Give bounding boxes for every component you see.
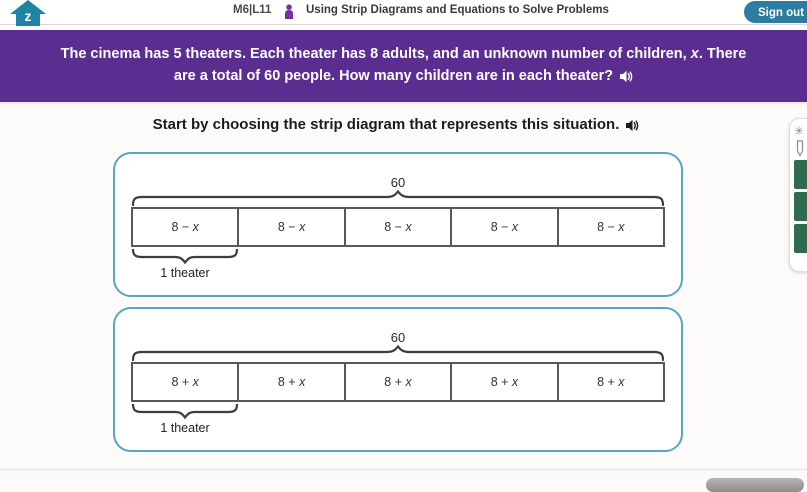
tool-button-2[interactable] <box>794 192 807 221</box>
strip-cell: 8 − x <box>344 209 450 245</box>
variable-x: x <box>690 46 699 62</box>
unit-label: 1 theater <box>160 266 210 280</box>
total-brace <box>131 345 665 361</box>
strip-cell: 8 − x <box>450 209 556 245</box>
bottom-area <box>0 470 807 485</box>
lesson-code: M6|L11 <box>233 4 272 16</box>
speaker-icon[interactable] <box>619 70 633 83</box>
total-brace <box>131 190 665 206</box>
diagram-option-1[interactable] <box>113 152 683 297</box>
strip-diagram <box>131 207 665 247</box>
strip-cell: 8 − x <box>557 209 663 245</box>
speaker-icon[interactable] <box>625 119 639 132</box>
zearn-logo-icon[interactable] <box>9 0 47 27</box>
sign-out-button[interactable]: Sign out <box>744 1 807 23</box>
tool-button-3[interactable] <box>794 224 807 253</box>
strip-cell: 8 + x <box>450 364 556 400</box>
tools-panel <box>789 118 807 272</box>
strip-cell: 8 + x <box>171 375 199 389</box>
instruction-prompt: Start by choosing the strip diagram that represents this situation. <box>0 116 792 133</box>
sparkle-icon[interactable]: ✳ <box>794 124 805 138</box>
strip-cell: 8 − x <box>171 220 199 234</box>
total-label: 60 <box>390 330 406 345</box>
pencil-icon[interactable] <box>794 140 807 157</box>
question-line-2: are a total of 60 people. How many children are in each theater? <box>0 65 807 87</box>
unit-label: 1 theater <box>160 421 210 435</box>
total-label: 60 <box>390 175 406 190</box>
question-line-1: The cinema has 5 theaters. Each theater has 8 adults, and an unknown number of children, x. There <box>60 46 747 62</box>
person-icon <box>284 4 294 25</box>
svg-text:z: z <box>24 8 32 24</box>
strip-cell: 8 + x <box>344 364 450 400</box>
strip-cell: 8 − x <box>237 209 343 245</box>
unit-brace <box>131 249 239 264</box>
diagram-option-2[interactable] <box>113 307 683 452</box>
question-banner <box>0 30 807 102</box>
unit-brace <box>131 404 239 419</box>
lesson-title: Using Strip Diagrams and Equations to Solve Problems <box>306 4 609 16</box>
bottom-drag-handle[interactable] <box>706 478 804 492</box>
tool-button-1[interactable] <box>794 160 807 189</box>
strip-cell: 8 + x <box>237 364 343 400</box>
strip-cell: 8 + x <box>557 364 663 400</box>
strip-diagram <box>131 362 665 402</box>
